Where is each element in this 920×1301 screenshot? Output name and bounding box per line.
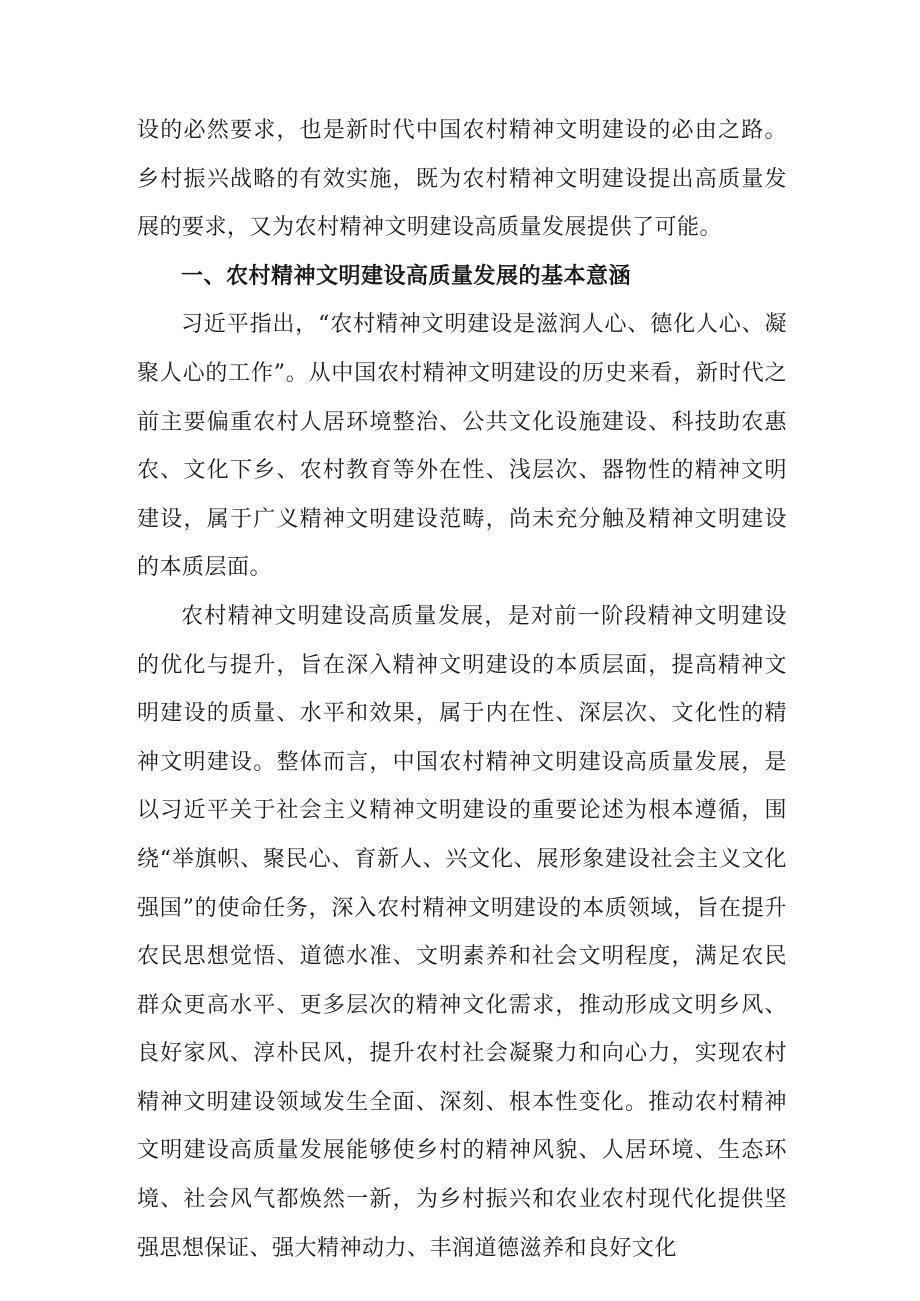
section-heading: 一、农村精神文明建设高质量发展的基本意涵 bbox=[181, 263, 632, 289]
paragraph-body: 农村精神文明建设高质量发展，是对前一阶段精神文明建设的优化与提升，旨在深入精神文明建设的本质层面，提高精神文明建设的质量、水平和效果，属于内在性、深层次、文化性的精神文明建设。整体而言，中国农村精神文明建设高质量发展，是以习近平关于社会主义精神文明建设的重要论述为根本遵循，围绕“举旗帜、聚民心、育新人、兴文化、展形象建设社会主义文化强国”的使命任务，深入农村精神文明建设的本质领域，旨在提升农民思想觉悟、道德水准、文明素养和社会文明程度，满足农民群众更高水平、更多层次的精神文化需求，推动形成文明乡风、良好家风、淳朴民风，提升农村社会凝聚力和向心力，实现农村精神文明建设领域发生全面、深刻、根本性变化。推动农村精神文明建设高质量发展能够使乡村的精神风貌、人居环境、生态环境、社会风气都焕然一新，为乡村振兴和农业农村现代化提供坚强思想保证、强大精神动力、丰润道德滋养和良好文化 bbox=[137, 603, 787, 1261]
document-body bbox=[137, 107, 787, 1273]
paragraph-body: 习近平指出，“农村精神文明建设是滋润人心、德化人心、凝聚人心的工作”。从中国农村精神文明建设的历史来看，新时代之前主要偏重农村人居环境整治、公共文化设施建设、科技助农惠农、文化下乡、农村教育等外在性、浅层次、器物性的精神文明建设，属于广义精神文明建设范畴，尚未充分触及精神文明建设的本质层面。 bbox=[137, 312, 787, 581]
paragraph-continuation: 设的必然要求，也是新时代中国农村精神文明建设的必由之路。乡村振兴战略的有效实施，既为农村精神文明建设提出高质量发展的要求，又为农村精神文明建设高质量发展提供了可能。 bbox=[137, 118, 787, 241]
